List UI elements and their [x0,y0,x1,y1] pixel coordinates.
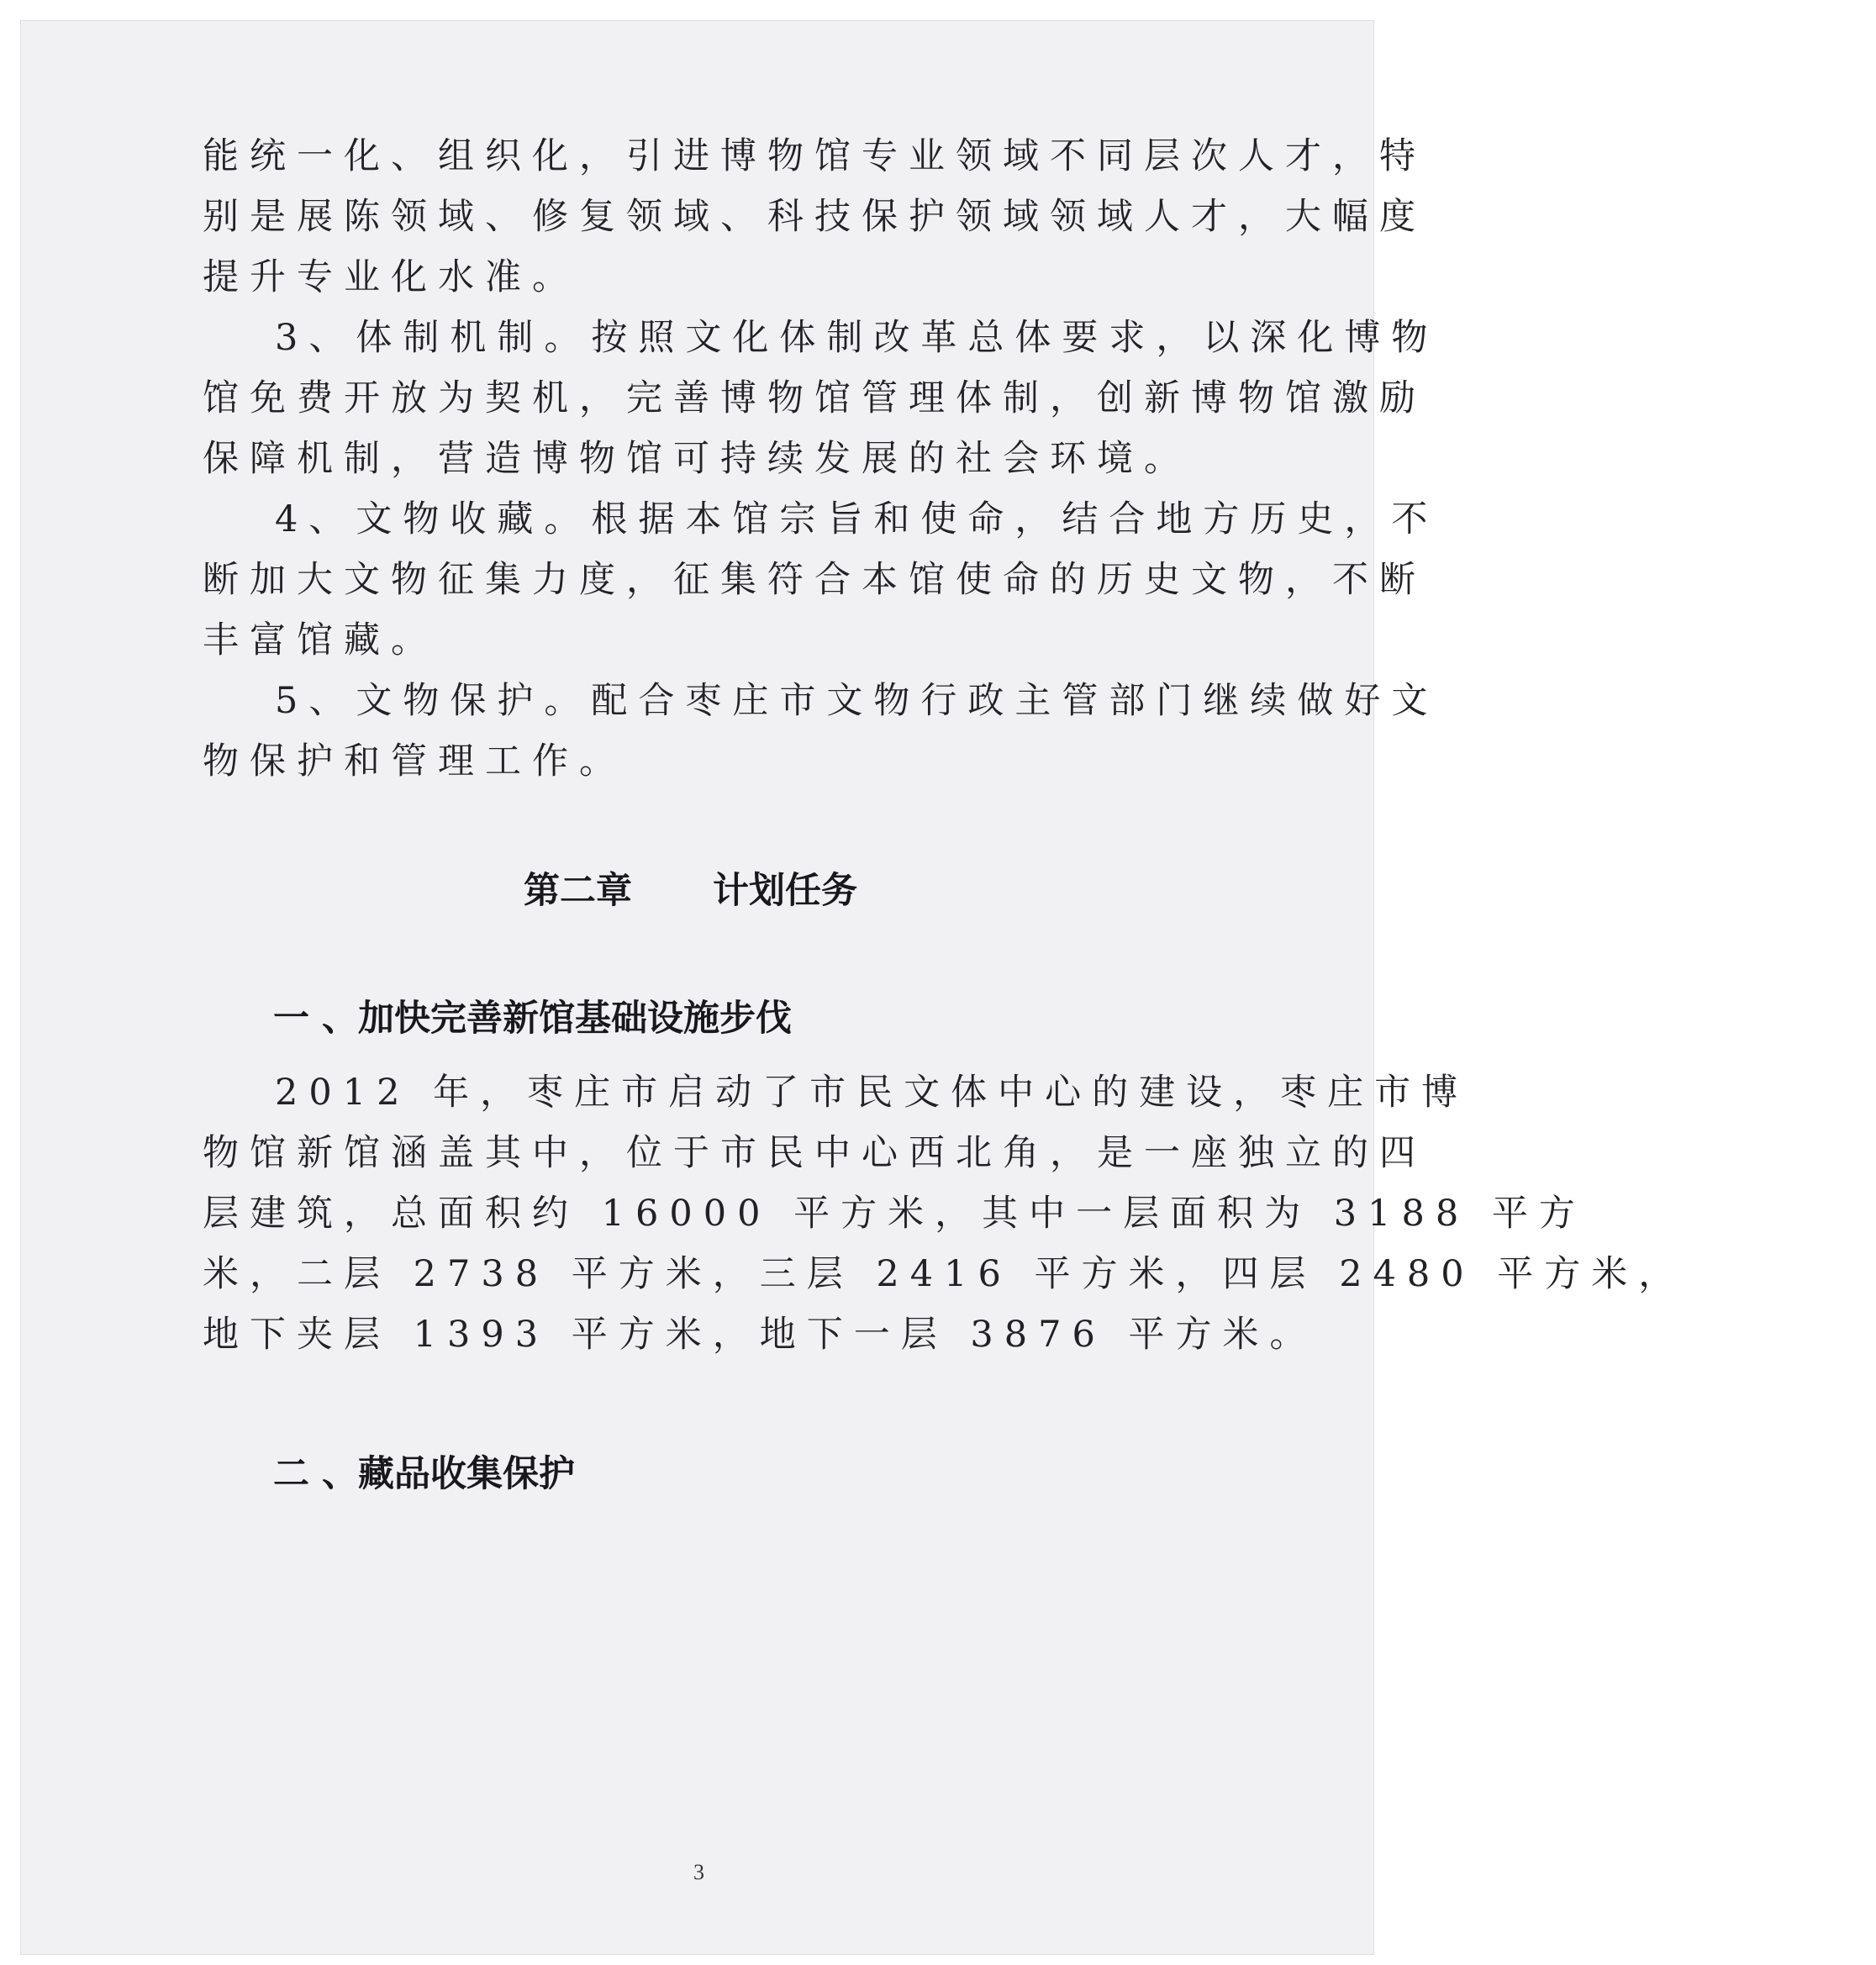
text-line: 米，二层 2738 平方米，三层 2416 平方米，四层 2480 平方米， [203,1253,1686,1295]
text-line: 能统一化、组织化，引进博物馆专业领域不同层次人才，特 [203,135,1426,177]
page-number: 3 [693,1860,704,1884]
document-page [20,20,1686,1955]
text-line: 物保护和管理工作。 [203,740,626,782]
chapter-heading [524,867,1876,914]
section-heading: 一 、加快完善新馆基础设施步伐 [273,998,792,1040]
text-line: 4、文物收藏。根据本馆宗旨和使命，结合地方历史，不 [275,498,1439,540]
text-line: 3、体制机制。按照文化体制改革总体要求，以深化博物 [275,317,1439,359]
text-line: 地下夹层 1393 平方米，地下一层 3876 平方米。 [203,1314,1317,1356]
text-line: 物馆新馆涵盖其中，位于市民中心西北角，是一座独立的四 [203,1132,1426,1174]
text-line: 别是展陈领域、修复领域、科技保护领域领域人才，大幅度 [203,196,1426,238]
text-line: 层建筑，总面积约 16000 平方米，其中一层面积为 3188 平方 [203,1193,1586,1235]
text-line: 馆免费开放为契机，完善博物馆管理体制，创新博物馆激励 [203,377,1426,419]
chapter-number: 第二章 [524,870,632,912]
text-line: 丰富馆藏。 [203,619,438,661]
section-heading: 二 、藏品收集保护 [273,1453,575,1495]
text-line: 提升专业化水准。 [203,256,579,298]
text-line: 断加大文物征集力度，征集符合本馆使命的历史文物，不断 [203,559,1426,601]
text-line: 2012 年，枣庄市启动了市民文体中心的建设，枣庄市博 [275,1072,1469,1114]
chapter-title: 计划任务 [713,870,857,912]
text-line: 保障机制，营造博物馆可持续发展的社会环境。 [203,438,1191,480]
text-line: 5、文物保护。配合枣庄市文物行政主管部门继续做好文 [275,680,1439,722]
